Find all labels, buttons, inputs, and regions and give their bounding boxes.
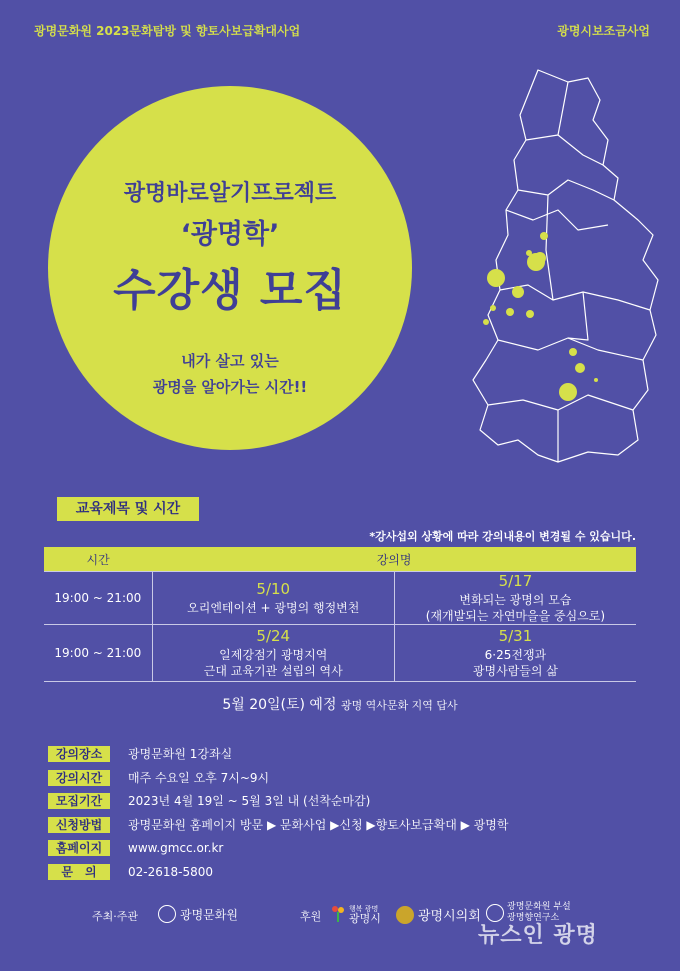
contact-phone: 02-2618-5800 [128,864,214,879]
city-name: 광명시 [349,912,381,925]
field-trip-date: 5월 20일(토) 예정 [222,697,337,713]
info-key: 신청방법 [48,817,110,833]
schedule-header-time: 시간 [44,547,152,572]
city-logo [330,904,381,924]
info-key: 모집기간 [48,793,110,809]
hero-tagline-1: 내가 살고 있는 [181,352,279,370]
table-row [44,625,636,682]
organizer-project-title: 광명문화원 2023문화탐방 및 향토사보급확대사업 [34,24,301,38]
session-cell [152,572,394,625]
gwangmyeong-map-illustration [418,60,668,480]
session-cell [152,625,394,682]
council-logo [396,905,481,924]
hero-circle [48,86,412,450]
session-date: 5/10 [256,580,291,598]
table-row [44,572,636,625]
hero-project-name: 광명바로알기프로젝트 [123,181,337,206]
session-title: 오리엔테이션 + 광명의 행정변천 [187,601,360,615]
schedule-table [44,547,636,682]
info-value: 광명문화원 1강좌실 [128,747,233,761]
council-name: 광명시의회 [418,909,481,924]
session-date: 5/31 [498,627,533,645]
hero-tagline-2: 광명을 알아가는 시간!! [152,378,308,396]
hero-headline: 수강생 모집 [113,265,347,316]
host-logo [158,905,238,923]
institute-name: 광명향연구소 [507,913,560,923]
session-cell [394,572,636,625]
schedule-header-row [44,547,636,572]
homepage-link[interactable]: www.gmcc.or.kr [128,841,224,855]
session-title: 6·25전쟁과 [484,648,547,662]
field-trip-description: 광명 역사문화 지역 답사 [340,699,458,712]
session-date: 5/24 [256,627,291,645]
session-subtitle: 광명사람들의 삶 [472,664,558,678]
schedule-time: 19:00 ~ 21:00 [44,572,152,625]
session-title: 변화되는 광명의 모습 [459,593,572,607]
session-subtitle: 근대 교육기관 설립의 역사 [203,664,343,678]
change-notice: *강사섭외 상황에 따라 강의내용이 변경될 수 있습니다. [369,530,636,543]
institute-parent: 광명문화원 부설 [507,902,571,912]
info-value: 2023년 4월 19일 ~ 5월 3일 내 (선착순마감) [128,794,371,808]
info-key: 강의시간 [48,770,110,786]
hero-program-name: ‘광명학’ [180,219,280,250]
session-subtitle: (재개발되는 자연마을을 중심으로) [425,609,606,623]
host-name: 광명문화원 [180,907,238,922]
news-watermark: 뉴스인 광명 [478,923,598,948]
schedule-time: 19:00 ~ 21:00 [44,625,152,682]
city-slogan: 행복 광명 [349,905,379,913]
culture-center-emblem-icon [158,905,176,923]
section-title-course: 교육제목 및 시간 [57,497,199,521]
host-label: 주최·주관 [92,910,139,923]
subsidy-label: 광명시보조금사업 [557,24,650,38]
info-value: 매주 수요일 오후 7시~9시 [128,770,270,785]
schedule-header-lecture: 강의명 [152,547,636,572]
council-emblem-icon [396,906,414,924]
info-key: 홈페이지 [48,840,110,856]
sponsor-label: 후원 [300,910,322,923]
session-date: 5/17 [498,572,533,590]
field-trip-notice [44,694,636,714]
info-key: 강의장소 [48,746,110,762]
session-cell [394,625,636,682]
info-value: 광명문화원 홈페이지 방문 ▶ 문화사업 ▶신청 ▶향토사보급확대 ▶ 광명학 [128,817,509,832]
session-title: 일제강점기 광명지역 [219,648,328,662]
info-key: 문 의 [48,864,110,880]
city-symbol-icon [330,905,346,923]
